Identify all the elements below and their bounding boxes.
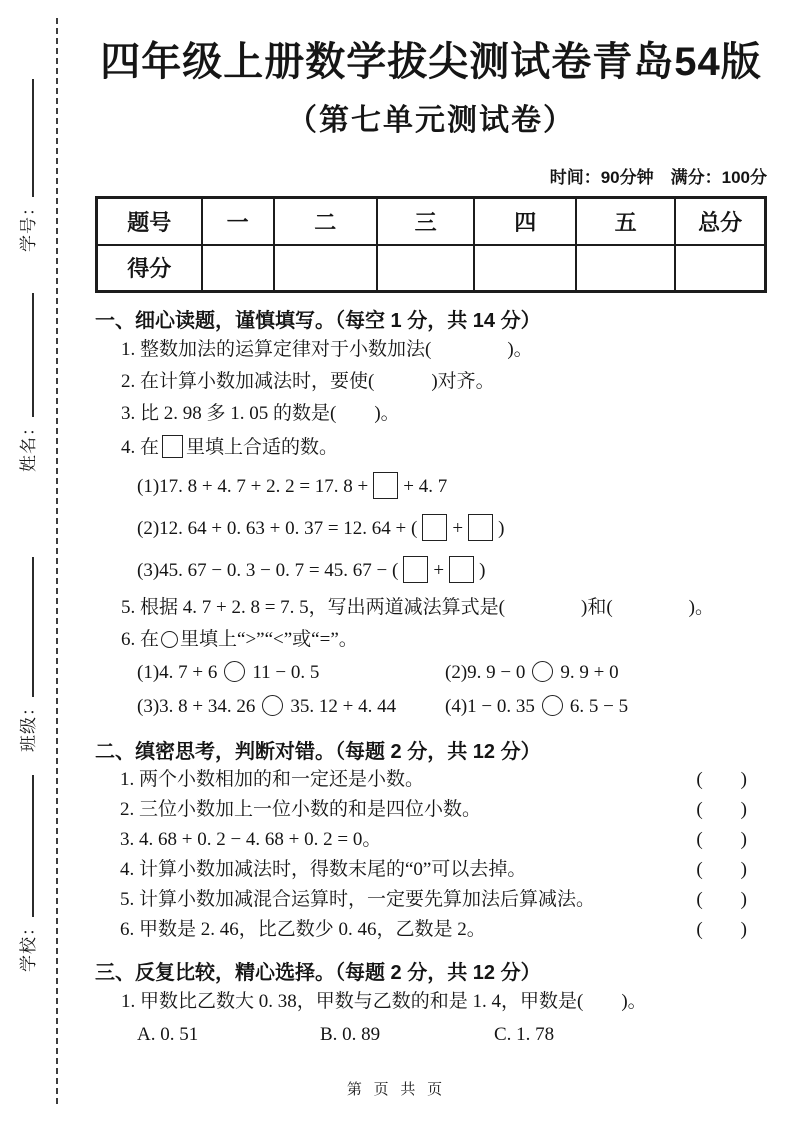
- judge-bracket: ( ): [696, 919, 747, 940]
- school-write-line: [32, 775, 34, 917]
- option-b: B. 0. 89: [320, 1024, 381, 1045]
- compare-circle: [262, 695, 283, 716]
- page-footer: 第 页 共 页: [346, 1082, 447, 1098]
- q6-2-right: 9. 9 + 0: [560, 662, 619, 683]
- judge-bracket: ( ): [696, 769, 747, 790]
- q4-3-close-paren: ): [479, 560, 486, 581]
- student-id-field: [14, 79, 39, 252]
- s1-question-4-3: [95, 550, 767, 592]
- q6-4-right: 6. 5 − 5: [569, 696, 629, 717]
- s2-judge-item-4: [95, 855, 767, 885]
- judge-5-text: 5. 计算小数加减混合运算时，一定要先算加法后算减法。: [120, 889, 596, 910]
- s2-judge-item-6: [95, 915, 767, 945]
- q4-stem-text-post: 里填上合适的数。: [186, 437, 339, 458]
- compare-circle: [542, 695, 563, 716]
- q6-1-left: (1)4. 7 + 6: [137, 662, 218, 683]
- judge-bracket: ( ): [696, 799, 747, 820]
- q4-1-expression-tail: + 4. 7: [403, 476, 448, 497]
- score-row-label: 得分: [97, 245, 202, 292]
- s1-question-4-2: [95, 508, 767, 550]
- blank-box: [468, 514, 493, 541]
- student-id-write-line: [32, 79, 34, 197]
- blank-box: [162, 435, 183, 458]
- judge-4-text: 4. 计算小数加减法时，得数末尾的“0”可以去掉。: [120, 859, 527, 880]
- q6-2-left: (2)9. 9 − 0: [445, 662, 526, 683]
- school-label: 学校：: [19, 918, 38, 972]
- judge-1-text: 1. 两个小数相加的和一定还是小数。: [120, 769, 425, 790]
- compare-circle: [161, 631, 178, 648]
- q6-stem-text-pre: 6. 在: [121, 629, 160, 650]
- q4-3-plus: +: [433, 560, 445, 581]
- s2-judge-item-5: [95, 885, 767, 915]
- s2-judge-item-2: [95, 795, 767, 825]
- q6-stem-text-post: 里填上“>”“<”或“=”。: [180, 629, 358, 650]
- margin-dashed-line: [56, 18, 58, 1104]
- q6-item-4: [445, 690, 628, 724]
- q4-3-expression: (3)45. 67 − 0. 3 − 0. 7 = 45. 67 − (: [137, 560, 399, 581]
- student-name-field: [14, 293, 39, 472]
- score-table-header-row: [97, 198, 766, 245]
- student-id-label: 学号：: [19, 198, 38, 252]
- q6-1-right: 11 − 0. 5: [252, 662, 320, 683]
- option-c: C. 1. 78: [494, 1024, 555, 1045]
- blank-box: [403, 556, 428, 583]
- score-table-cell-part4: 四: [474, 198, 576, 245]
- judge-bracket: ( ): [696, 829, 747, 850]
- score-table-cell-part3: 三: [377, 198, 475, 245]
- s1-question-2: 2. 在计算小数加减法时，要使( )对齐。: [121, 371, 495, 392]
- paper-content: [95, 0, 767, 1051]
- blank-box: [449, 556, 474, 583]
- s2-judge-item-3: [95, 825, 767, 855]
- score-table-cell-part1: 一: [202, 198, 274, 245]
- q4-2-expression: (2)12. 64 + 0. 63 + 0. 37 = 12. 64 + (: [137, 518, 418, 539]
- judge-6-text: 6. 甲数是 2. 46，比乙数少 0. 46，乙数是 2。: [120, 919, 486, 940]
- q6-item-3: [137, 690, 445, 724]
- judge-2-text: 2. 三位小数加上一位小数的和是四位小数。: [120, 799, 482, 820]
- q4-1-expression: (1)17. 8 + 4. 7 + 2. 2 = 17. 8 +: [137, 476, 369, 497]
- section1-heading: 一、细心读题，谨慎填写。（每空 1 分，共 14 分）: [95, 310, 541, 332]
- s1-question-1: 1. 整数加法的运算定律对于小数加法( )。: [121, 339, 533, 360]
- score-cell-part5: [576, 245, 675, 292]
- score-cell-total: [675, 245, 765, 292]
- class-field: [14, 557, 39, 752]
- score-table-cell-total: 总分: [675, 198, 765, 245]
- student-name-label: 姓名：: [19, 418, 38, 472]
- s1-question-5: 5. 根据 4. 7 + 2. 8 = 7. 5，写出两道减法算式是( )和( )。: [121, 597, 714, 618]
- time-score-info: 时间：90分钟 满分：100分: [549, 168, 767, 187]
- s1-question-6-row2: [95, 690, 767, 724]
- score-cell-part2: [274, 245, 377, 292]
- judge-bracket: ( ): [696, 859, 747, 880]
- score-table-cell-question-no: 题号: [97, 198, 202, 245]
- class-write-line: [32, 557, 34, 697]
- q6-4-left: (4)1 − 0. 35: [445, 696, 535, 717]
- q6-item-1: [137, 656, 445, 690]
- compare-circle: [224, 661, 245, 682]
- s3-question-1-options: [95, 1018, 767, 1051]
- q4-2-plus: +: [452, 518, 464, 539]
- s1-question-3: 3. 比 2. 98 多 1. 05 的数是( )。: [121, 403, 400, 424]
- judge-3-text: 3. 4. 68 + 0. 2 − 4. 68 + 0. 2 = 0。: [120, 829, 382, 850]
- s3-question-1: 1. 甲数比乙数大 0. 38，甲数与乙数的和是 1. 4，甲数是( )。: [121, 991, 647, 1012]
- class-label: 班级：: [19, 698, 38, 752]
- s1-question-4-1: [95, 466, 767, 508]
- judge-bracket: ( ): [696, 889, 747, 910]
- s1-question-6-row1: [95, 656, 767, 690]
- student-name-write-line: [32, 293, 34, 417]
- section3-heading: 三、反复比较，精心选择。（每题 2 分，共 12 分）: [95, 962, 541, 984]
- s2-judge-item-1: [95, 765, 767, 795]
- section2-heading: 二、缜密思考，判断对错。（每题 2 分，共 12 分）: [95, 741, 541, 763]
- blank-box: [422, 514, 447, 541]
- blank-box: [373, 472, 398, 499]
- score-table-cell-part2: 二: [274, 198, 377, 245]
- score-table-cell-part5: 五: [576, 198, 675, 245]
- score-table: [95, 196, 767, 293]
- q4-2-close-paren: ): [498, 518, 505, 539]
- score-cell-part4: [474, 245, 576, 292]
- q6-item-2: [445, 656, 619, 690]
- paper-subtitle: （第七单元测试卷）: [287, 104, 575, 137]
- score-cell-part3: [377, 245, 475, 292]
- score-table-score-row: [97, 245, 766, 292]
- q6-3-right: 35. 12 + 4. 44: [290, 696, 397, 717]
- option-a: A. 0. 51: [137, 1024, 199, 1045]
- score-cell-part1: [202, 245, 274, 292]
- paper-title: 四年级上册数学拔尖测试卷青岛54版: [100, 40, 762, 84]
- school-field: [14, 775, 39, 972]
- compare-circle: [532, 661, 553, 682]
- q6-3-left: (3)3. 8 + 34. 26: [137, 696, 256, 717]
- q4-stem-text-pre: 4. 在: [121, 437, 160, 458]
- s1-question-4-stem: [95, 430, 767, 466]
- s1-question-6-stem: [95, 624, 767, 656]
